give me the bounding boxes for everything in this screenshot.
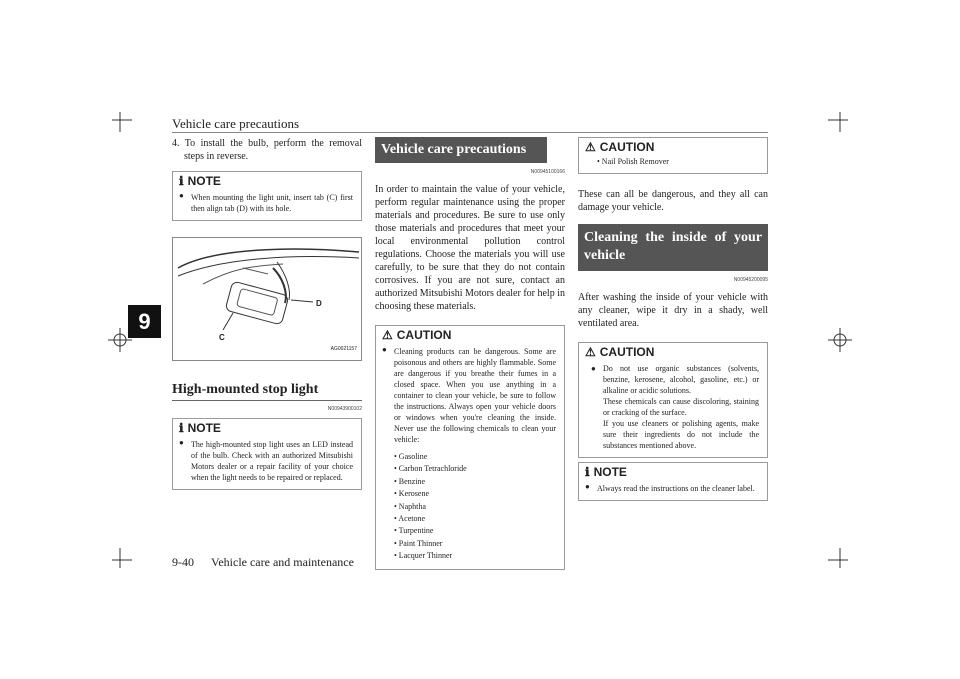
column-2 xyxy=(375,137,565,570)
info-icon: ℹ xyxy=(179,421,184,435)
info-icon: ℹ xyxy=(179,174,184,188)
heading-cleaning-inside: Cleaning the inside of your vehicle xyxy=(578,224,768,271)
list-item: • Acetone xyxy=(394,514,426,524)
intro-paragraph: In order to maintain the value of your vehicle, perform regular maintenance using the proper materials and procedures. Be sure to use only those materials and procedures that meet your local environmental pollution control regulations. Choose the materials you will use carefully, to be sure that they do not contain corrosives. If you are not sure, contact an authorized Mitsubishi Motors dealer for help in choosing these materials. xyxy=(375,184,565,312)
label-d: D xyxy=(316,299,322,308)
caution-text: ● Cleaning products can be dangerous. Some are poisonous and others are highly flammable. Some are dangerous if you breathe their fumes in a closed space. When you use anything in a container to clean your vehicle, be sure to follow the instructions. Always open your vehicle doors or windows when you're cleaning the inside. Never use the following chemicals to clean your vehicle: xyxy=(382,344,564,451)
column-1 xyxy=(172,137,362,490)
section-name: Vehicle care and maintenance xyxy=(211,555,354,569)
note-box-1 xyxy=(172,171,362,221)
heading-high-mounted: High-mounted stop light xyxy=(172,383,362,401)
chapter-tab: 9 xyxy=(128,305,161,338)
note-title: ℹ NOTE xyxy=(179,421,221,435)
caution-text: ● Do not use organic substances (solvents, benzine, kerosene, alcohol, gasoline, etc.) or alkaline or acidic solutions. These chemicals can cause discoloring, staining or cracking of the surface. If you use cleaners or polishing agents, make sure their ingredients do not include the substances mentioned above. xyxy=(585,361,767,457)
caution-title: ⚠ CAUTION xyxy=(585,345,655,360)
note-text: ● Always read the instructions on the cleaner label. xyxy=(585,481,767,500)
header-rule xyxy=(172,132,768,133)
caution-box xyxy=(375,325,565,570)
label-c: C xyxy=(219,333,225,342)
figure xyxy=(172,237,362,361)
list-item: • Benzine xyxy=(394,476,426,486)
header-title: Vehicle care precautions xyxy=(172,116,300,131)
heading-code: N00945200095 xyxy=(733,277,768,284)
note-box-2 xyxy=(172,418,362,490)
list-item: • Paint Thinner xyxy=(394,538,443,548)
footer xyxy=(172,555,354,570)
warning-triangle-icon: ⚠ xyxy=(382,328,393,342)
list-item: • Nail Polish Remover xyxy=(597,157,669,166)
info-icon: ℹ xyxy=(585,465,590,480)
note-title: ℹ NOTE xyxy=(585,465,627,480)
column-3 xyxy=(578,137,768,501)
list-item: • Carbon Tetrachloride xyxy=(394,464,467,474)
caution-title: ⚠ CAUTION xyxy=(585,140,655,154)
warning-triangle-icon: ⚠ xyxy=(585,140,596,154)
caution-box-1 xyxy=(578,137,768,174)
list-item: • Kerosene xyxy=(394,489,430,499)
page-number: 9-40 xyxy=(172,555,194,569)
list-item: • Gasoline xyxy=(394,452,428,461)
chemical-list xyxy=(376,451,564,569)
heading-code: N00943900102 xyxy=(327,406,362,412)
figure-code: AG0021157 xyxy=(330,346,357,352)
list-item: • Naphtha xyxy=(394,501,426,511)
note-title: ℹ NOTE xyxy=(179,174,221,188)
note-box xyxy=(578,462,768,501)
step-text: 4. To install the bulb, perform the removal steps in reverse. xyxy=(172,138,362,162)
note-text: ● When mounting the light unit, insert tab (C) first then align tab (D) with its hole. xyxy=(179,190,361,220)
stop-light-illustration xyxy=(173,238,361,360)
heading-vehicle-care: Vehicle care precautions xyxy=(375,137,547,163)
heading-code: N00945100166 xyxy=(530,169,565,175)
paragraph-1: These can all be dangerous, and they all can damage your vehicle. xyxy=(578,189,768,214)
caution-box-2 xyxy=(578,342,768,458)
warning-triangle-icon: ⚠ xyxy=(585,345,596,360)
note-text: ● The high-mounted stop light uses an LED instead of the bulb. Check with an authorized Mitsubishi Motors dealer or a repair facility of your choice when the light needs to be repaired or replaced. xyxy=(179,437,361,489)
paragraph-2: After washing the inside of your vehicle with any cleaner, wipe it dry in a shady, well ventilated area. xyxy=(578,292,768,330)
caution-title: ⚠ CAUTION xyxy=(382,328,452,342)
list-item: • Lacquer Thinner xyxy=(394,551,453,561)
list-item: • Turpentine xyxy=(394,526,434,536)
